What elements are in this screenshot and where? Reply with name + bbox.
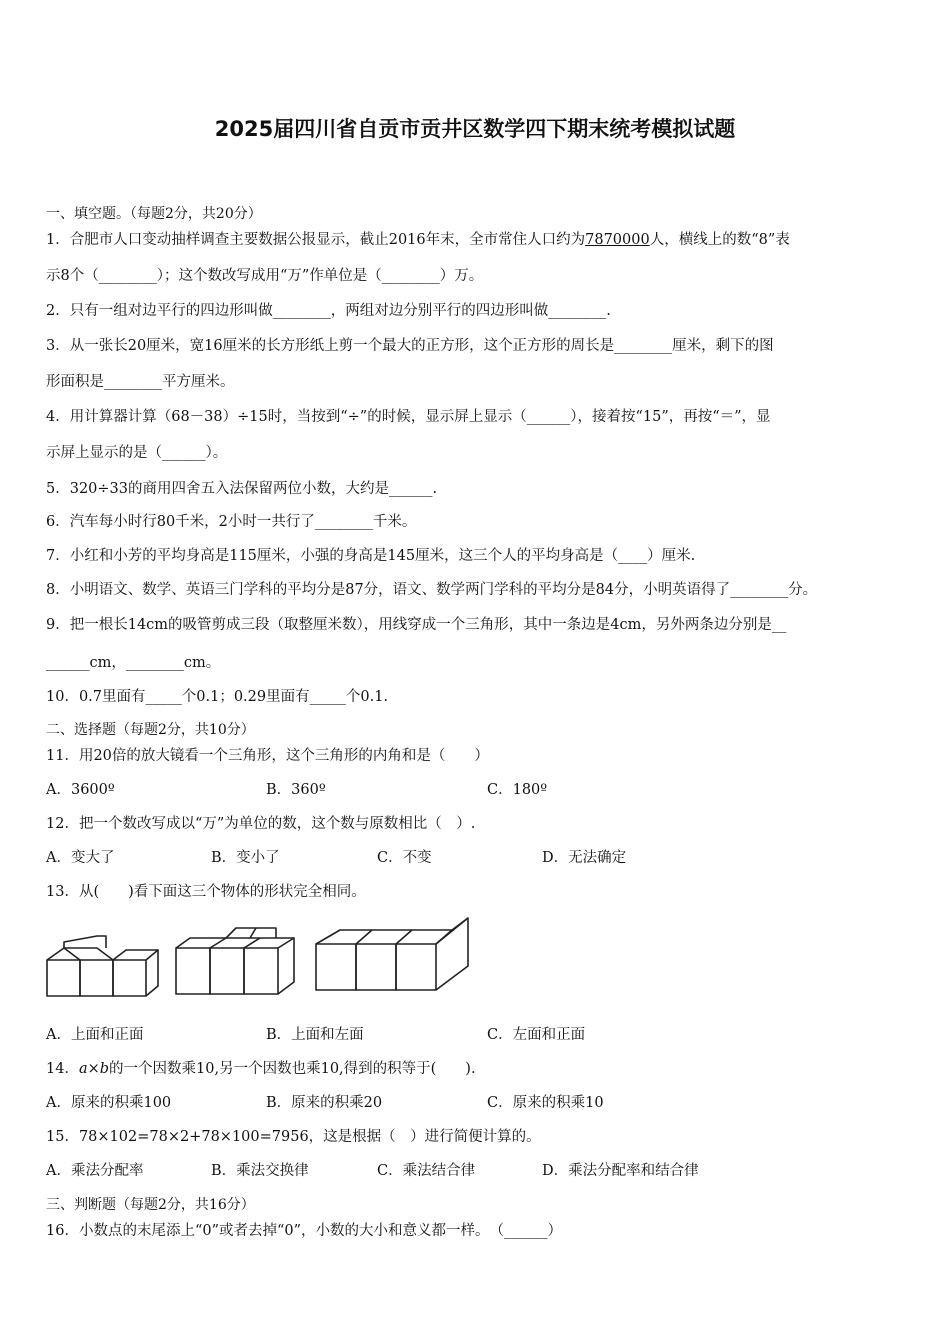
object-1-cubes bbox=[47, 936, 158, 996]
question-6: 6．汽车每小时行80千米，2小时一共行了________千米。 bbox=[46, 514, 417, 530]
q12-option-a: A．变大了 bbox=[46, 850, 115, 866]
question-9-line-2: ______cm，________cm。 bbox=[46, 655, 221, 671]
three-objects-figure bbox=[44, 912, 484, 1002]
q11-option-c: C．180º bbox=[487, 782, 548, 798]
q12-option-b: B．变小了 bbox=[211, 850, 280, 866]
question-13: 13．从( )看下面这三个物体的形状完全相同。 bbox=[46, 884, 366, 900]
q14-option-a: A．原来的积乘100 bbox=[46, 1095, 172, 1111]
question-1-line-2: 示8个（________）；这个数改写成用“万”作单位是（________）万。 bbox=[46, 268, 484, 284]
question-2: 2．只有一组对边平行的四边形叫做________，两组对边分别平行的四边形叫做________. bbox=[46, 303, 611, 319]
question-14 bbox=[46, 1057, 476, 1078]
q14-prefix: 14． bbox=[46, 1061, 79, 1077]
q14-rest: 的一个因数乘10,另一个因数也乘10,得到的积等于( ). bbox=[109, 1061, 476, 1077]
q13-option-b: B．上面和左面 bbox=[266, 1027, 364, 1043]
question-8: 8．小明语文、数学、英语三门学科的平均分是87分，语文、数学两门学科的平均分是84分，小明英语得了________分。 bbox=[46, 582, 818, 598]
question-3-line-2: 形面积是________平方厘米。 bbox=[46, 374, 235, 390]
section-judge-heading: 三、判断题（每题2分，共16分） bbox=[46, 1197, 255, 1213]
section-choice-heading: 二、选择题（每题2分，共10分） bbox=[46, 722, 255, 738]
q13-option-a: A．上面和正面 bbox=[46, 1027, 144, 1043]
q12-option-c: C．不变 bbox=[377, 850, 432, 866]
q14-option-c: C．原来的积乘10 bbox=[487, 1095, 604, 1111]
q14-option-b: B．原来的积乘20 bbox=[266, 1095, 383, 1111]
object-2-cubes bbox=[176, 928, 294, 994]
q1-text-b: 人，横线上的数“8”表 bbox=[649, 232, 790, 248]
q11-option-a: A．3600º bbox=[46, 782, 115, 798]
question-3-line-1: 3．从一张长20厘米，宽16厘米的长方形纸上剪一个最大的正方形，这个正方形的周长是________厘米，剩下的图 bbox=[46, 338, 774, 354]
q15-option-a: A．乘法分配率 bbox=[46, 1163, 144, 1179]
object-3-cubes bbox=[316, 918, 468, 990]
question-5: 5．320÷33的商用四舍五入法保留两位小数，大约是______. bbox=[46, 481, 438, 497]
q15-option-d: D．乘法分配率和结合律 bbox=[542, 1163, 699, 1179]
question-1-line-1 bbox=[46, 228, 790, 249]
q1-text-a: 1．合肥市人口变动抽样调查主要数据公报显示，截止2016年末，全市常住人口约为 bbox=[46, 232, 586, 248]
question-4-line-1: 4．用计算器计算（68－38）÷15时，当按到“÷”的时候，显示屏上显示（______），接着按“15”，再按“＝”，显 bbox=[46, 409, 771, 425]
q12-option-d: D．无法确定 bbox=[542, 850, 627, 866]
question-11: 11．用20倍的放大镜看一个三角形，这个三角形的内角和是（ ） bbox=[46, 748, 489, 764]
question-7: 7．小红和小芳的平均身高是115厘米，小强的身高是145厘米，这三个人的平均身高是（____）厘米. bbox=[46, 548, 696, 564]
question-12: 12．把一个数改写成以“万”为单位的数，这个数与原数相比（ ）. bbox=[46, 816, 476, 832]
question-4-line-2: 示屏上显示的是（______）。 bbox=[46, 445, 228, 461]
page-title: 2025届四川省自贡市贡井区数学四下期末统考模拟试题 bbox=[214, 117, 736, 141]
q15-option-b: B．乘法交换律 bbox=[211, 1163, 309, 1179]
q15-option-c: C．乘法结合律 bbox=[377, 1163, 476, 1179]
question-16: 16．小数点的末尾添上“0”或者去掉“0”，小数的大小和意义都一样。 （______） bbox=[46, 1223, 563, 1239]
question-9-line-1: 9．把一根长14cm的吸管剪成三段（取整厘米数），用线穿成一个三角形，其中一条边是4cm，另外两条边分别是__ bbox=[46, 617, 787, 633]
q1-number: 7870000 bbox=[585, 232, 650, 248]
q14-variable: a×b bbox=[78, 1061, 110, 1077]
section-fill-heading: 一、填空题。（每题2分，共20分） bbox=[46, 206, 262, 222]
q13-option-c: C．左面和正面 bbox=[487, 1027, 586, 1043]
question-15: 15．78×102=78×2+78×100=7956，这是根据（ ）进行简便计算的。 bbox=[46, 1129, 541, 1145]
q11-option-b: B．360º bbox=[266, 782, 326, 798]
question-10: 10．0.7里面有_____个0.1；0.29里面有_____个0.1. bbox=[46, 689, 389, 705]
